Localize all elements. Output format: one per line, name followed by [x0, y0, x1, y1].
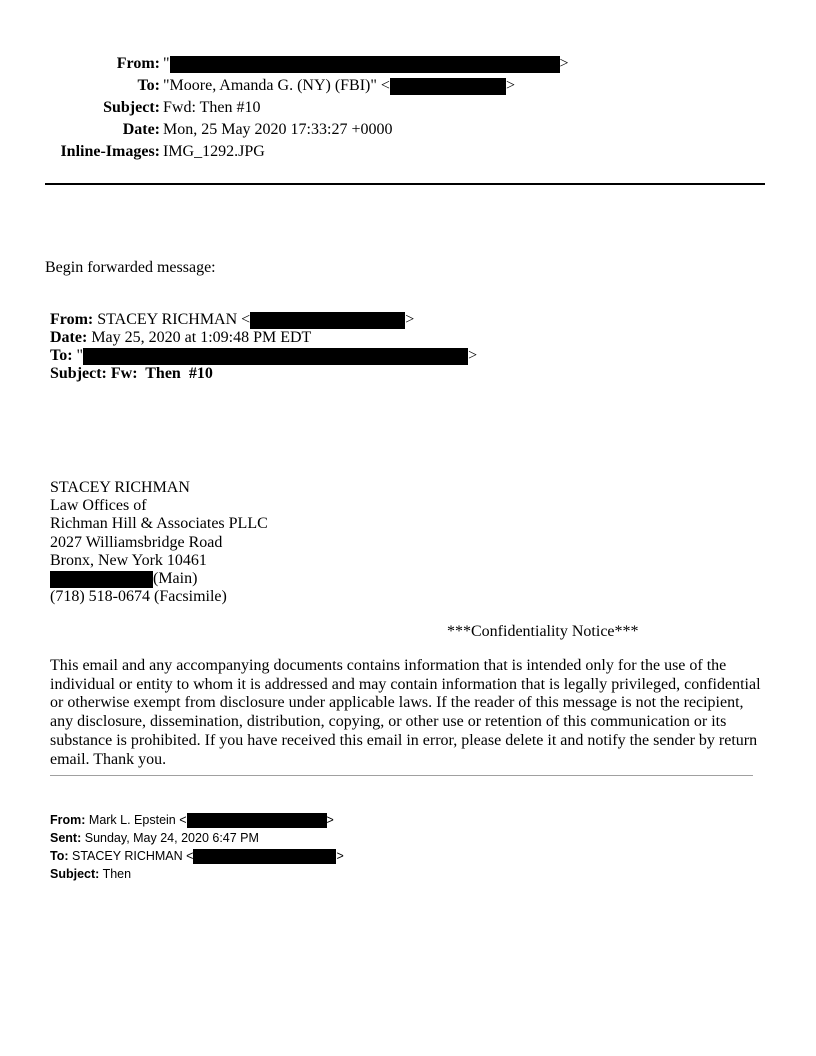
fw-to-suffix: > — [468, 347, 478, 364]
header-subject-row — [0, 97, 800, 119]
header-to-label: To: — [137, 77, 160, 94]
orig-from-row — [50, 811, 334, 829]
orig-sent-row — [50, 829, 259, 847]
orig-sent-label: Sent: — [50, 831, 82, 845]
header-images-label: Inline-Images: — [60, 143, 160, 160]
header-divider — [45, 183, 765, 185]
orig-from-value: Mark L. Epstein < — [88, 813, 187, 827]
redaction — [193, 849, 336, 864]
orig-to-label: To: — [50, 849, 69, 863]
signature-firm: Richman Hill & Associates PLLC — [50, 515, 268, 533]
orig-from-label: From: — [50, 813, 86, 827]
fw-from-label: From: — [50, 311, 94, 328]
fw-subject-label: Subject: — [50, 365, 107, 382]
orig-sent-value: Sunday, May 24, 2020 6:47 PM — [84, 831, 259, 845]
confidentiality-notice — [50, 657, 765, 769]
fw-from-row — [50, 311, 414, 329]
notice-line: substance is prohibited. If you have received this email in error, please delete it and notify the sender by return — [50, 731, 758, 749]
signature-city: Bronx, New York 10461 — [50, 551, 207, 569]
header-subject-value: Fwd: Then #10 — [163, 99, 261, 116]
orig-to-suffix: > — [336, 849, 344, 863]
forward-intro: Begin forwarded message: — [45, 259, 216, 276]
fw-to-label: To: — [50, 347, 73, 364]
fw-subject-row — [50, 365, 213, 383]
fw-from-value: STACEY RICHMAN < — [97, 311, 251, 328]
signature-street: 2027 Williamsbridge Road — [50, 533, 223, 551]
header-images-row — [0, 141, 800, 163]
notice-line: individual or entity to whom it is addressed and may contain information that is legally privileged, confidential — [50, 675, 761, 693]
fw-to-value: " — [76, 347, 84, 364]
fw-date-row — [50, 329, 311, 347]
header-date-label: Date: — [122, 121, 160, 138]
fw-date-value: May 25, 2020 at 1:09:48 PM EDT — [91, 329, 312, 346]
header-to-suffix: > — [505, 77, 515, 94]
notice-line: This email and any accompanying documents contains information that is intended only for the use of the — [50, 657, 727, 674]
fw-subject-value: Fw: Then #10 — [110, 365, 213, 382]
signature-fax: (718) 518-0674 (Facsimile) — [50, 588, 227, 606]
signature-main: (Main) — [153, 570, 198, 588]
header-from-label: From: — [116, 55, 160, 72]
notice-line: email. Thank you. — [50, 750, 167, 768]
notice-line: any disclosure, dissemination, distribution, copying, or other use or retention of this communication or its — [50, 713, 727, 731]
fw-from-suffix: > — [405, 311, 415, 328]
header-from-row — [0, 53, 800, 75]
fw-to-row — [50, 347, 477, 365]
redaction — [170, 56, 560, 73]
original-divider — [50, 775, 753, 776]
redaction — [83, 348, 468, 365]
header-date-row — [0, 119, 800, 141]
orig-subject-label: Subject: — [50, 867, 100, 881]
header-images-value: IMG_1292.JPG — [163, 143, 265, 160]
redaction — [390, 78, 506, 95]
confidentiality-title: ***Confidentiality Notice*** — [447, 623, 639, 640]
redaction — [50, 571, 153, 588]
header-to-row — [0, 75, 800, 97]
signature-line: Law Offices of — [50, 497, 147, 515]
orig-subject-row — [50, 865, 131, 883]
notice-line: or otherwise exempt from disclosure under applicable laws. If the reader of this message is not the recipient, — [50, 694, 744, 712]
orig-from-suffix: > — [326, 813, 334, 827]
header-date-value: Mon, 25 May 2020 17:33:27 +0000 — [163, 121, 393, 138]
redaction — [187, 813, 327, 828]
signature-name: STACEY RICHMAN — [50, 479, 190, 496]
header-to-value: "Moore, Amanda G. (NY) (FBI)" < — [163, 77, 390, 94]
orig-to-row — [50, 847, 344, 865]
header-from-suffix: > — [559, 55, 569, 72]
orig-to-value: STACEY RICHMAN < — [72, 849, 194, 863]
header-from-quote: " — [163, 55, 170, 72]
redaction — [250, 312, 405, 329]
orig-subject-value: Then — [102, 867, 132, 881]
header-subject-label: Subject: — [103, 99, 160, 116]
signature-block — [50, 479, 268, 606]
fw-date-label: Date: — [50, 329, 88, 346]
